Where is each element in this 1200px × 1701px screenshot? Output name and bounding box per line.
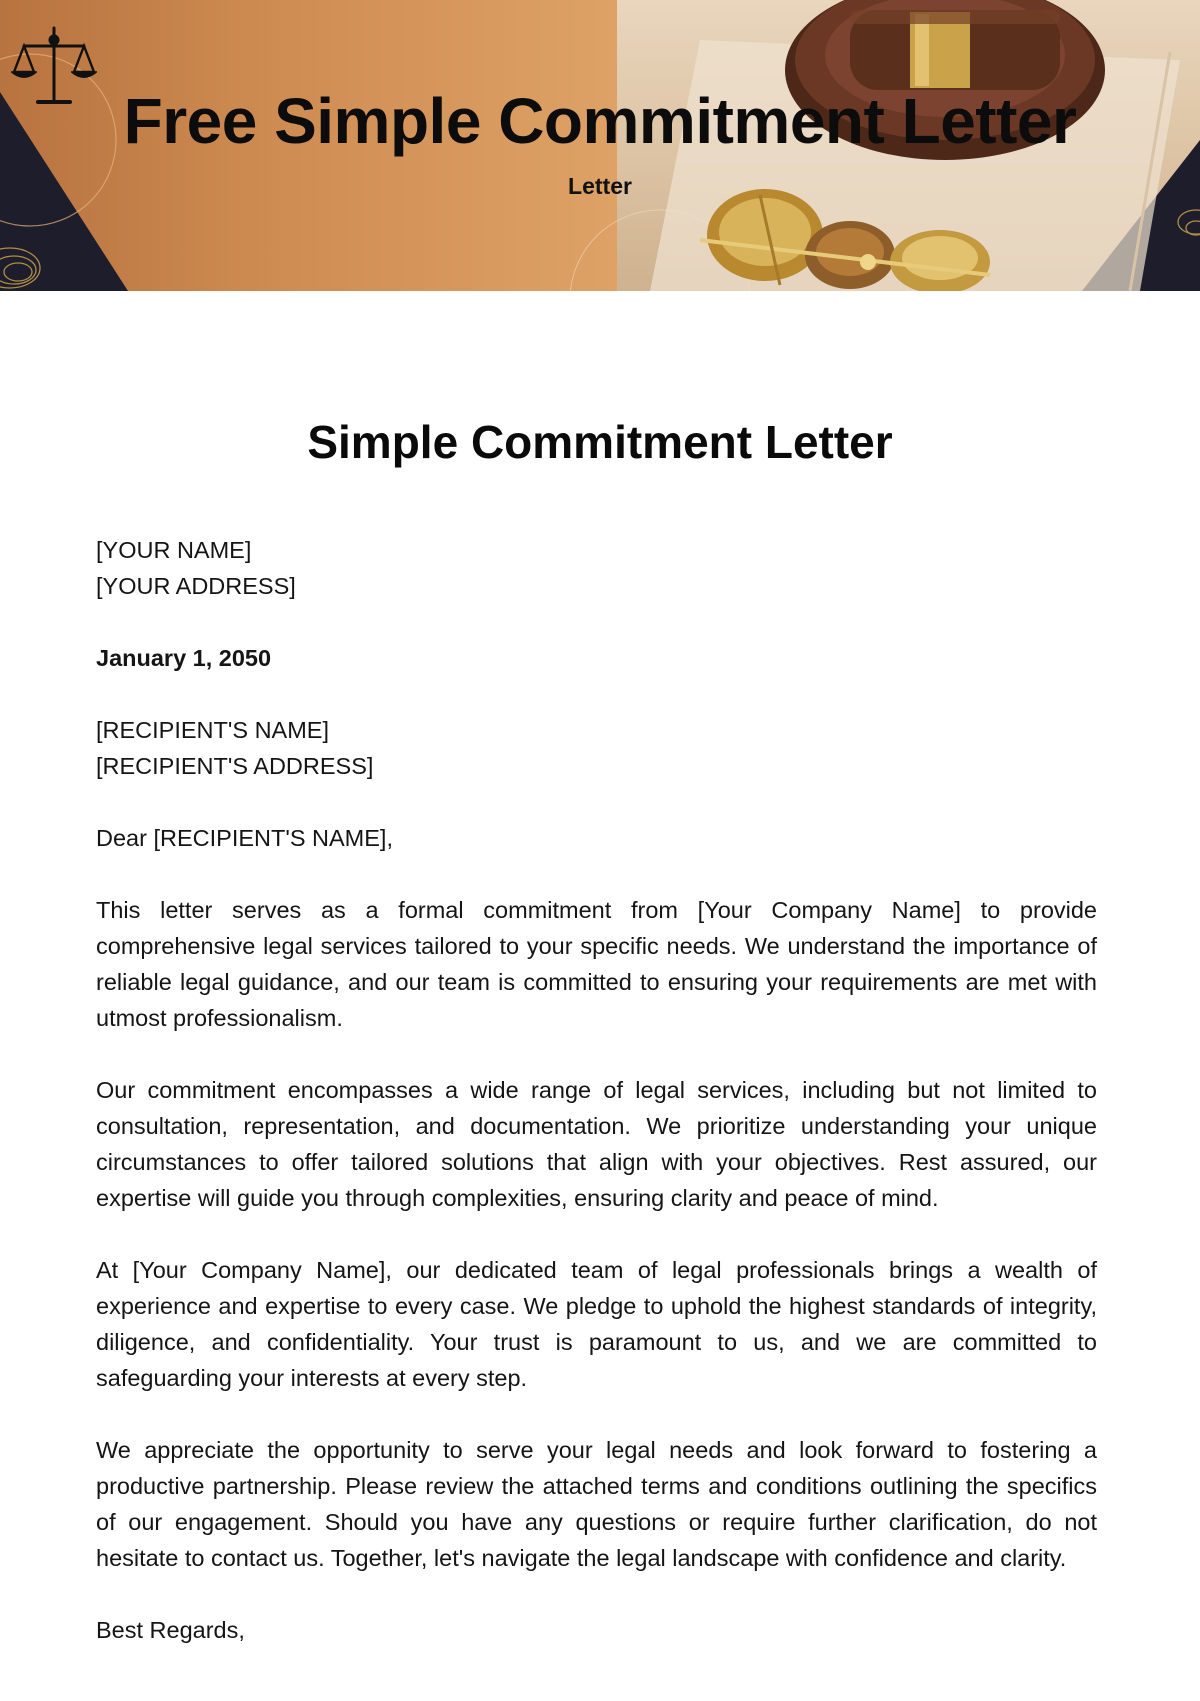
closing: Best Regards, — [96, 1617, 245, 1643]
recipient-name: [RECIPIENT'S NAME] — [96, 717, 329, 743]
sender-name: [YOUR NAME] — [96, 537, 252, 563]
body-paragraph: We appreciate the opportunity to serve your legal needs and look forward to fostering a productive partnership. Please review the attached terms and conditions outlining the specifics of our engagement. Should you have any questions or require further clarification, do not hesitate to contact us. Together, let's navigate the legal landscape with confidence and clarity. — [96, 1437, 1097, 1571]
salutation: Dear [RECIPIENT'S NAME], — [96, 825, 393, 851]
letter-body — [96, 532, 1097, 1684]
banner-subtitle: Letter — [568, 173, 632, 199]
recipient-block — [96, 712, 1097, 784]
body-paragraph: This letter serves as a formal commitment from [Your Company Name] to provide comprehensive legal services tailored to your specific needs. We understand the importance of reliable legal guidance, and our team is committed to ensuring your requirements are met with utmost professionalism. — [96, 897, 1097, 1031]
letter-date: January 1, 2050 — [96, 645, 272, 671]
sender-address: [YOUR ADDRESS] — [96, 573, 296, 599]
body-paragraph: Our commitment encompasses a wide range of legal services, including but not limited to consultation, representation, and documentation. We prioritize understanding your unique circumstances to offer tailored solutions that align with your objectives. Rest assured, our expertise will guide you through complexities, ensuring clarity and peace of mind. — [96, 1077, 1097, 1211]
sender-block — [96, 532, 1097, 604]
document-title: Simple Commitment Letter — [307, 416, 893, 468]
banner-title: Free Simple Commitment Letter — [123, 85, 1077, 157]
header-banner — [0, 0, 1200, 291]
body-paragraph: At [Your Company Name], our dedicated team of legal professionals brings a wealth of experience and expertise to every case. We pledge to uphold the highest standards of integrity, diligence, and confidentiality. Your trust is paramount to us, and we are committed to safeguarding your interests at every step. — [96, 1257, 1097, 1391]
recipient-address: [RECIPIENT'S ADDRESS] — [96, 753, 374, 779]
